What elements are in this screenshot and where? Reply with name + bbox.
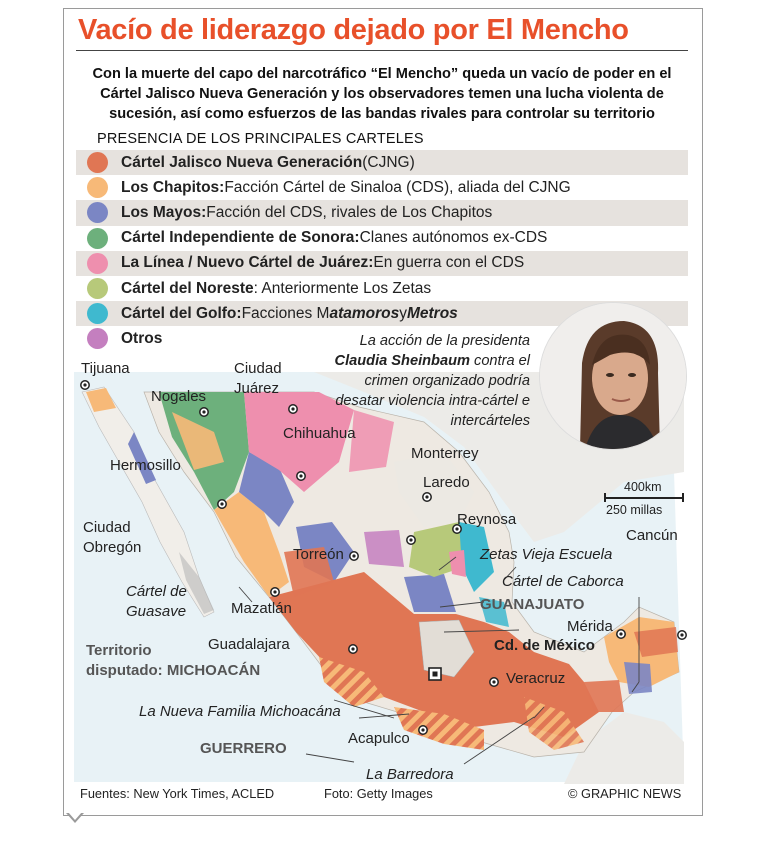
label-obregon-1: Ciudad <box>83 519 131 536</box>
legend-swatch <box>87 303 108 324</box>
legend-item-mayos: Los Mayos: Facción del CDS, rivales de Los Chapitos <box>76 200 688 225</box>
label-cancun: Cancún <box>626 527 678 544</box>
legend-item-golfo: Cártel del Golfo: Facciones M atamoros y Metros <box>76 301 688 326</box>
label-guerrero: GUERRERO <box>200 740 287 757</box>
legend-swatch <box>87 152 108 173</box>
legend-item-chapitos: Los Chapitos: Facción Cártel de Sinaloa (CDS), aliada del CJNG <box>76 175 688 200</box>
label-merida: Mérida <box>567 618 613 635</box>
label-reynosa: Reynosa <box>457 511 517 528</box>
label-caborca: Cártel de Caborca <box>502 573 624 590</box>
label-guanajuato: GUANAJUATO <box>480 596 585 613</box>
label-territorio-1: Territorio <box>86 642 152 659</box>
label-nueva-familia: La Nueva Familia Michoacána <box>139 703 341 720</box>
footer-brand: © GRAPHIC NEWS <box>568 786 682 801</box>
legend-item-noreste: Cártel del Noreste : Anteriormente Los Zetas <box>76 276 688 301</box>
footer-sources: Fuentes: New York Times, ACLED <box>80 786 275 801</box>
label-obregon-2: Obregón <box>83 539 142 556</box>
subtitle: Con la muerte del capo del narcotráfico “El Mencho” queda un vacío de poder en el Cártel Jalisco Nueva Generación y los observadores temen una lucha violenta de sucesión, así como esfuerzos de las bandas rivales para controlar su territorio <box>92 66 672 122</box>
legend-item-linea: La Línea / Nuevo Cártel de Juárez: En guerra con el CDS <box>76 251 688 276</box>
legend-swatch <box>87 278 108 299</box>
label-veracruz: Veracruz <box>506 670 566 687</box>
label-torreon: Torreón <box>293 546 344 563</box>
label-la-barredora: La Barredora <box>366 766 454 783</box>
sheinbaum-quote: La acción de la presidenta Claudia Sheinbaum contra el crimen organizado podría desatar violencia intra-cártel e intercárteles <box>334 333 530 429</box>
title-divider <box>76 50 688 51</box>
legend-swatch <box>87 328 108 349</box>
label-juarez-1: Ciudad <box>234 360 282 377</box>
label-laredo: Laredo <box>423 474 470 491</box>
label-guasave-2: Guasave <box>126 603 187 620</box>
label-acapulco: Acapulco <box>348 730 410 747</box>
label-nogales: Nogales <box>151 388 207 405</box>
label-tijuana: Tijuana <box>81 360 130 377</box>
legend-item-sonora: Cártel Independiente de Sonora: Clanes autónomos ex-CDS <box>76 226 688 251</box>
legend-swatch <box>87 253 108 274</box>
legend-swatch <box>87 228 108 249</box>
legend-heading: PRESENCIA DE LOS PRINCIPALES CARTELES <box>97 131 424 147</box>
label-juarez-2: Juárez <box>234 380 280 397</box>
legend-item-otros: Otros <box>76 326 688 351</box>
label-monterrey: Monterrey <box>411 445 479 462</box>
label-guadalajara: Guadalajara <box>208 636 290 653</box>
legend-swatch <box>87 202 108 223</box>
label-chihuahua: Chihuahua <box>283 425 356 442</box>
label-cdmx: Cd. de México <box>494 637 595 654</box>
label-zetas-vieja-escuela: Zetas Vieja Escuela <box>480 546 613 563</box>
label-territorio-2: disputado: MICHOACÁN <box>86 662 261 679</box>
label-mazatlan: Mazatlán <box>231 600 292 617</box>
legend-swatch <box>87 177 108 198</box>
footer-photo-credit: Foto: Getty Images <box>324 786 433 801</box>
legend-item-cjng: Cártel Jalisco Nueva Generación (CJNG) <box>76 150 688 175</box>
label-hermosillo: Hermosillo <box>110 457 181 474</box>
portrait-icon <box>540 303 686 449</box>
page-title: Vacío de liderazgo dejado por El Mencho <box>78 14 629 46</box>
portrait-photo <box>540 303 686 449</box>
label-guasave-1: Cártel de <box>126 583 187 600</box>
